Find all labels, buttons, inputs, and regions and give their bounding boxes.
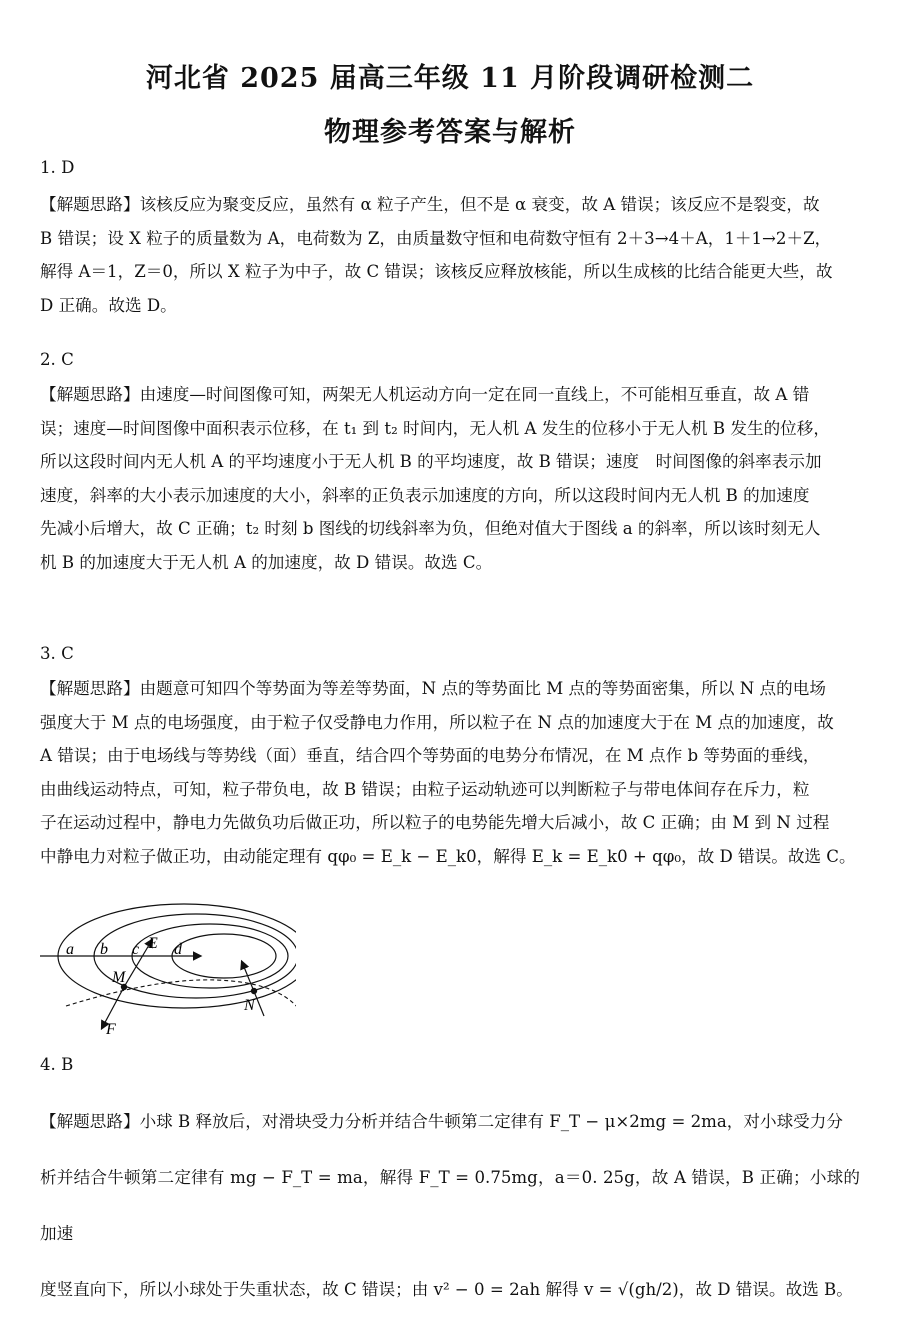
solution-line: 度竖直向下，所以小球处于失重状态，故 C 错误；由 v² − 0 = 2ah 解得 v = √(gh/2)，故 D 错误。故选 B。 — [40, 1280, 853, 1299]
solution-tag: 【解题思路】 — [40, 1112, 140, 1131]
solution-line: 机 B 的加速度大于无人机 A 的加速度，故 D 错误。故选 C。 — [40, 552, 493, 572]
equipotential-diagram — [36, 898, 296, 1038]
solution-line: 【解题思路】由速度—时间图像可知，两架无人机运动方向一定在同一直线上，不可能相互垂直，故 A 错 — [40, 385, 810, 404]
particle-trajectory — [66, 980, 296, 1008]
label-M: M — [112, 969, 126, 986]
solution-line: 析并结合牛顿第二定律有 mg − F_T = ma，解得 F_T = 0.75mg，a＝0. 25g，故 A 错误，B 正确；小球的加速 — [40, 1168, 860, 1243]
solution-line: D 正确。故选 D。 — [40, 295, 177, 315]
label-F: F — [106, 1021, 116, 1038]
label-N: N — [244, 997, 255, 1014]
solution-line: 【解题思路】小球 B 释放后，对滑块受力分析并结合牛顿第二定律有 F_T − μ×2mg = 2ma，对小球受力分 — [40, 1112, 843, 1131]
question-3-solution — [40, 672, 860, 873]
question-1-number: 1. D — [40, 158, 75, 177]
question-3-number: 3. C — [40, 644, 74, 663]
solution-line: 所以这段时间内无人机 A 的平均速度小于无人机 B 的平均速度，故 B 错误；速度 时间图像的斜率表示加 — [40, 452, 822, 471]
question-1-solution — [40, 188, 860, 322]
label-E: E — [148, 935, 158, 952]
page-subtitle: 物理参考答案与解析 — [324, 117, 576, 148]
solution-line: A 错误；由于电场线与等势线（面）垂直，结合四个等势面的电势分布情况，在 M 点作 b 等势面的垂线， — [40, 746, 820, 765]
solution-line: 中静电力对粒子做正功，由动能定理有 qφ₀ = E_k − E_k0，解得 E_k = E_k0 + qφ₀，故 D 错误。故选 C。 — [40, 846, 856, 866]
solution-line: 误；速度—时间图像中面积表示位移，在 t₁ 到 t₂ 时间内，无人机 A 发生的位移小于无人机 B 发生的位移， — [40, 418, 830, 438]
label-c: c — [132, 941, 140, 958]
label-a: a — [66, 941, 74, 958]
solution-line: 速度，斜率的大小表示加速度的大小，斜率的正负表示加速度的方向，所以这段时间内无人机 B 的加速度 — [40, 485, 810, 505]
question-2-solution — [40, 378, 860, 579]
solution-tag: 【解题思路】 — [40, 195, 140, 214]
solution-line: 由曲线运动特点，可知，粒子带负电，故 B 错误；由粒子运动轨迹可以判断粒子与带电体间存在斥力，粒 — [40, 779, 810, 799]
solution-tag: 【解题思路】 — [40, 385, 140, 404]
question-4-number: 4. B — [40, 1055, 74, 1074]
solution-line: 子在运动过程中，静电力先做负功后做正功，所以粒子的电势能先增大后减小，故 C 正确；由 M 到 N 过程 — [40, 813, 830, 832]
solution-line: 先减小后增大，故 C 正确；t₂ 时刻 b 图线的切线斜率为负，但绝对值大于图线 a 的斜率，所以该时刻无人 — [40, 519, 821, 538]
solution-tag: 【解题思路】 — [40, 679, 140, 698]
question-2-number: 2. C — [40, 350, 74, 369]
solution-line: 强度大于 M 点的电场强度，由于粒子仅受静电力作用，所以粒子在 N 点的加速度大于在 M 点的加速度，故 — [40, 712, 834, 732]
question-4-solution — [40, 1094, 860, 1318]
label-b: b — [100, 941, 108, 958]
solution-line: B 错误；设 X 粒子的质量数为 A，电荷数为 Z，由质量数守恒和电荷数守恒有 2＋3→4＋A，1＋1→2＋Z， — [40, 228, 832, 248]
solution-line: 【解题思路】该核反应为聚变反应，虽然有 α 粒子产生，但不是 α 衰变，故 A 错误；该反应不是裂变，故 — [40, 195, 820, 214]
label-d: d — [174, 941, 182, 958]
page-title: 河北省 2025 届高三年级 11 月阶段调研检测二 — [145, 63, 755, 94]
solution-line: 解得 A＝1，Z＝0，所以 X 粒子为中子，故 C 错误；该核反应释放核能，所以生成核的比结合能更大些，故 — [40, 262, 833, 281]
solution-line: 【解题思路】由题意可知四个等势面为等差等势面，N 点的等势面比 M 点的等势面密集，所以 N 点的电场 — [40, 679, 826, 698]
